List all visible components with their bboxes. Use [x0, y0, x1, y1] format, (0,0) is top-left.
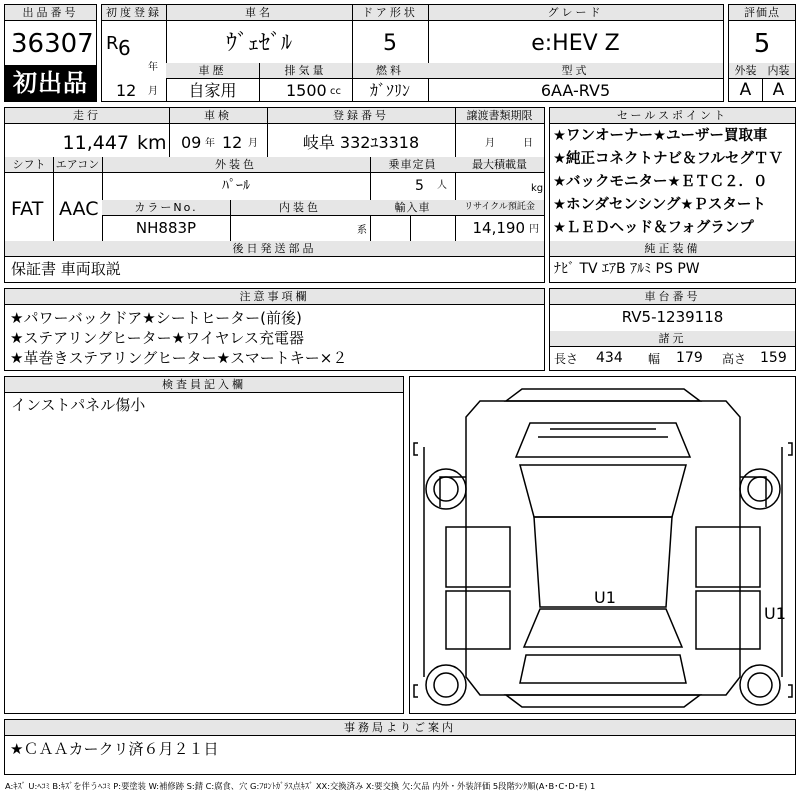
later-parts: 保証書 車両取説	[11, 260, 121, 278]
interior-color-unit: 系	[357, 225, 367, 236]
first-listing-badge: 初出品	[4, 65, 97, 102]
sales-point-line: ★純正コネクトナビ＆フルセグＴＶ	[553, 151, 783, 167]
transfer-label: 譲渡書類期限	[455, 108, 544, 124]
sales-point-line: ★ホンダセンシング★Ｐスタート	[553, 197, 766, 213]
grade-label: グレード	[428, 5, 723, 21]
fuel: ｶﾞｿﾘﾝ	[369, 81, 410, 100]
office-label: 事務局よりご案内	[5, 720, 795, 736]
sales-point-line: ★ＬＥＤヘッド＆フォグランプ	[553, 220, 754, 236]
car-diagram-box	[409, 376, 796, 714]
car-name-label: 車名	[166, 5, 352, 21]
color: ﾊﾟｰﾙ	[222, 178, 250, 194]
inspector-text: インストパネル傷小	[11, 396, 146, 414]
score-label: 評価点	[729, 5, 795, 21]
front-right-wheel	[740, 469, 780, 509]
year-unit: 年	[148, 62, 158, 73]
rear-left-wheel-hub	[434, 673, 458, 697]
front-left-wheel	[426, 469, 466, 509]
mileage-label: 走行	[5, 108, 169, 124]
inspection-month: 12	[222, 133, 243, 152]
lot-number: 36307	[11, 29, 94, 59]
exterior-grade-label: 外装	[729, 63, 762, 79]
office-box	[4, 719, 796, 775]
displacement: 1500	[286, 81, 327, 100]
sales-points-label: セールスポイント	[550, 108, 795, 124]
lot-number-label: 出品番号	[5, 5, 96, 21]
transfer-month-unit: 月	[485, 138, 495, 149]
rear-right-wheel-hub	[748, 673, 772, 697]
front-right-wheel-hub	[748, 477, 772, 501]
width-label: 幅	[648, 352, 661, 366]
model: 6AA-RV5	[540, 81, 611, 100]
rear-right-wheel	[740, 665, 780, 705]
score: 5	[753, 29, 771, 59]
office-text: ★ＣＡＡカークリ済６月２１日	[10, 740, 219, 758]
inspector-label: 検査員記入欄	[5, 377, 403, 393]
fuel-label: 燃料	[352, 63, 428, 79]
inspection-label: 車検	[169, 108, 267, 124]
later-parts-label: 後日発送部品	[5, 241, 544, 257]
length-label: 長さ	[554, 352, 579, 366]
max-load-label: 最大積載量	[455, 157, 544, 173]
car-diagram	[410, 377, 795, 713]
month: 12	[116, 81, 137, 100]
right-front-door-outline	[696, 527, 760, 587]
mileage-unit: km	[137, 132, 167, 154]
rear-left-wheel	[426, 665, 466, 705]
interior-color-label: 内装色	[230, 200, 370, 216]
recycle-unit: 円	[529, 224, 539, 235]
capacity-label: 乗車定員	[370, 157, 455, 173]
max-load-unit: kg	[531, 183, 544, 194]
displacement-unit: cc	[330, 86, 341, 97]
height-label: 高さ	[722, 352, 747, 366]
ac: AAC	[59, 198, 99, 220]
mirror-lines	[440, 477, 766, 507]
notes-label: 注意事項欄	[5, 289, 544, 305]
inspection-month-unit: 月	[248, 138, 258, 149]
inspector-box	[4, 376, 404, 714]
shift: FAT	[11, 198, 44, 220]
car-name: ｳﾞｪｾﾞﾙ	[225, 31, 292, 56]
front-left-wheel-hub	[434, 477, 458, 501]
details-grid	[4, 107, 545, 283]
year: 6	[118, 36, 131, 60]
ac-label: エアコン	[53, 157, 102, 173]
history: 自家用	[188, 81, 237, 100]
front-bumper-outline	[506, 389, 700, 401]
damage-mark-roof: U1	[594, 588, 616, 607]
equipment: ﾅﾋﾞ TV ｴｱB ｱﾙﾐ PS PW	[554, 261, 700, 277]
vehicle-header-grid	[101, 4, 724, 102]
grille-outline	[538, 429, 668, 437]
color-no-label: カラーNo.	[102, 200, 230, 216]
rear-glass-outline	[524, 609, 682, 647]
notes-line: ★パワーバックドア★シートヒーター(前後)	[10, 309, 302, 327]
sales-point-line: ★バックモニター★ＥＴＣ２．０	[553, 174, 768, 190]
notes-line: ★ステアリングヒーター★ワイヤレス充電器	[10, 329, 305, 347]
side-profile-lines	[424, 447, 782, 677]
notes-line: ★革巻きステアリングヒーター★スマートキー×２	[10, 349, 348, 367]
chassis-label: 車台番号	[550, 289, 795, 305]
tailgate-outline	[520, 655, 686, 683]
interior-grade-label: 内装	[762, 63, 795, 79]
chassis-number: RV5-1239118	[621, 308, 724, 326]
notes-box	[4, 288, 545, 371]
legend-text: A:ｷｽﾞ U:ﾍｺﾐ B:ｷｽﾞを伴うﾍｺﾐ P:要塗装 W:補修跡 S:錆 C:腐食、穴 G:ﾌﾛﾝﾄｶﾞﾗｽ点ｷｽﾞ XX:交換済み X:要交換 欠:欠品 内外・外装評価 5段階ﾗﾝｸ順(A･B･C･D･E) 1	[5, 781, 596, 791]
damage-mark-right-door: U1	[764, 604, 786, 623]
import-label: 輸入車	[370, 200, 455, 216]
exterior-grade: A	[739, 80, 752, 100]
width: 179	[676, 350, 703, 366]
capacity-unit: 人	[437, 180, 447, 191]
history-label: 車歴	[166, 63, 259, 79]
height: 159	[760, 350, 787, 366]
left-front-door-outline	[446, 527, 510, 587]
chassis-box	[549, 288, 796, 371]
color-no: NH883P	[135, 219, 197, 237]
transfer-day-unit: 日	[523, 138, 533, 149]
displacement-label: 排気量	[259, 63, 352, 79]
recycle: 14,190	[472, 219, 525, 237]
shift-label: シフト	[5, 157, 53, 173]
interior-grade: A	[772, 80, 785, 100]
right-rear-door-outline	[696, 591, 760, 649]
length: 434	[596, 350, 623, 366]
color-label: 外装色	[102, 157, 370, 173]
recycle-label: リサイクル預託金	[455, 200, 544, 216]
era: R	[106, 33, 119, 54]
doors: 5	[383, 31, 397, 56]
mileage: 11,447	[62, 132, 129, 154]
sales-point-line: ★ワンオーナー★ユーザー買取車	[553, 128, 768, 144]
car-outline	[466, 401, 740, 695]
grade: e:HEV Z	[531, 31, 620, 56]
plate: 岐阜 332ﾕ3318	[302, 133, 420, 152]
plate-label: 登録番号	[267, 108, 455, 124]
doors-label: ドア形状	[352, 5, 428, 21]
rear-bumper-outline	[506, 695, 700, 707]
sales-points-box	[549, 107, 796, 283]
first-reg-label: 初度登録	[102, 5, 166, 21]
dims-label: 諸元	[550, 331, 795, 347]
model-label: 型式	[428, 63, 723, 79]
month-unit: 月	[148, 86, 158, 97]
front-brackets	[414, 443, 792, 455]
inspection-year-unit: 年	[205, 138, 215, 149]
capacity: 5	[415, 178, 424, 194]
left-rear-door-outline	[446, 591, 510, 649]
windshield-outline	[520, 465, 686, 517]
hood-outline	[516, 423, 690, 457]
inspection-year: 09	[181, 133, 202, 152]
equipment-label: 純正装備	[550, 241, 795, 257]
score-box	[728, 4, 796, 102]
